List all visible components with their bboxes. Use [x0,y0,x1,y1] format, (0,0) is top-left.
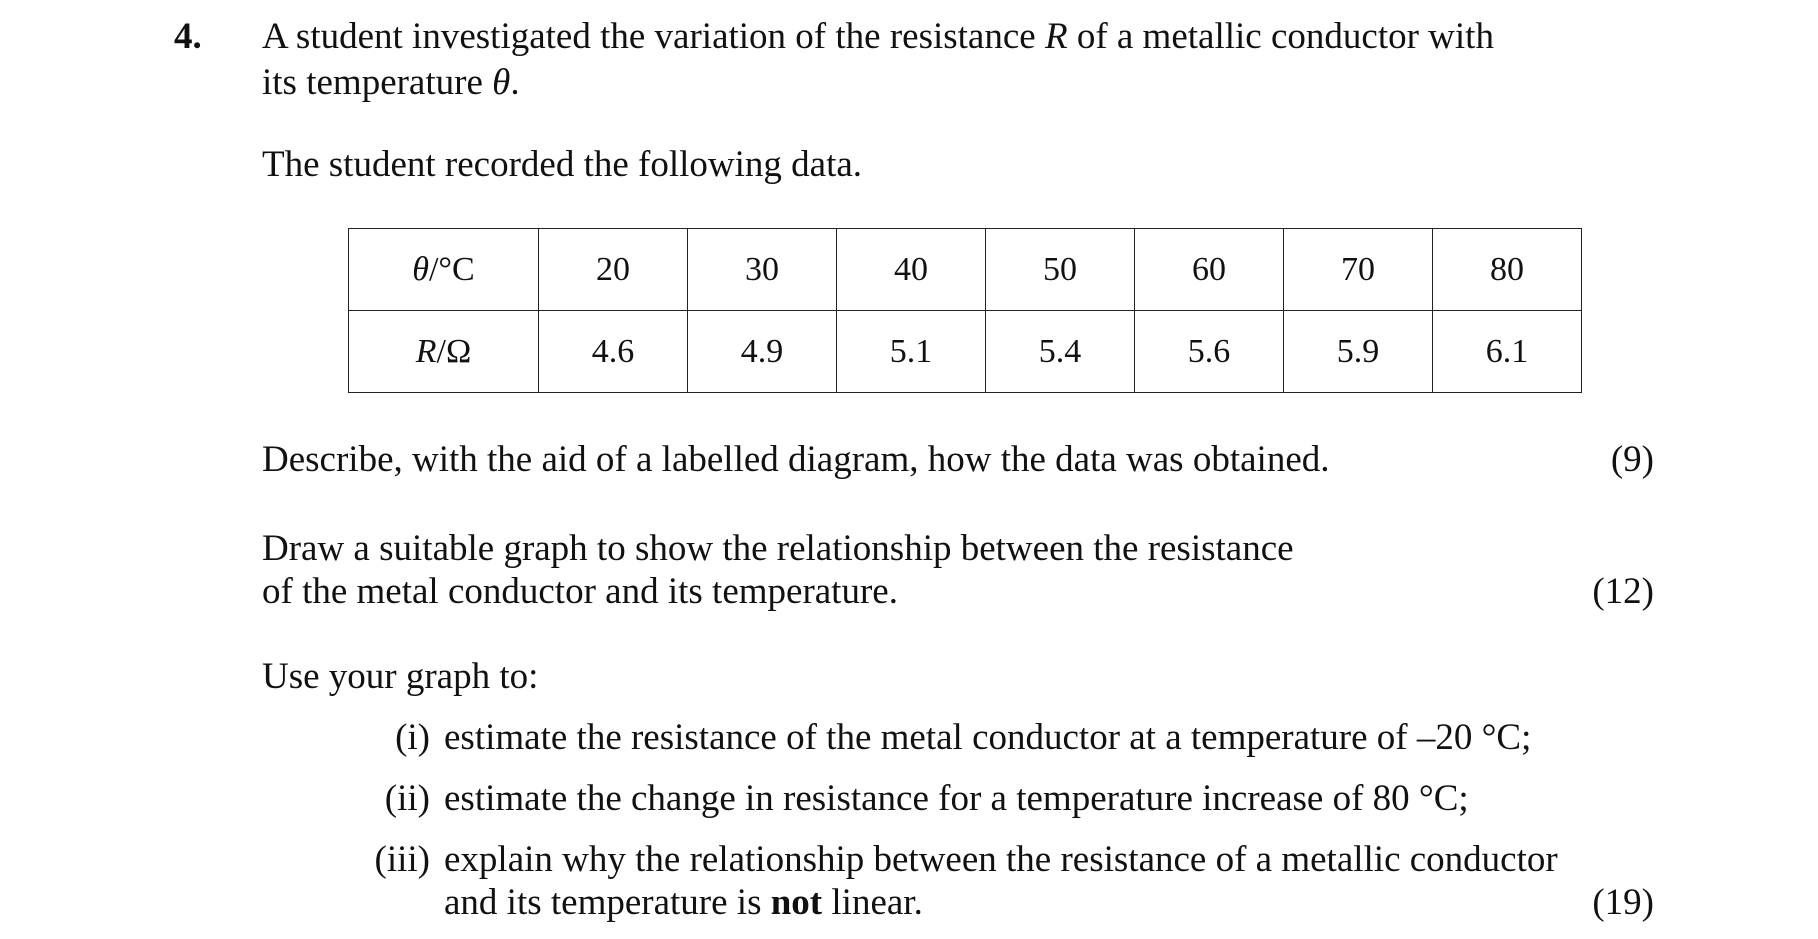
data-table [348,228,1582,393]
table-cell: 70 [1284,229,1433,311]
parts-marks: (19) [1592,882,1654,923]
emphasis-not: not [770,881,823,923]
table-cell: 80 [1433,229,1582,311]
use-graph-text: Use your graph to: [262,656,539,697]
part-iii [348,839,1598,924]
temperature-row-header: θ/°C [349,229,539,311]
part-text: estimate the change in resistance for a temperature increase of 80 °C; [444,778,1469,819]
table-cell: 4.9 [688,311,837,393]
part-label: (iii) [374,839,430,880]
table-cell: 50 [986,229,1135,311]
table-cell: 4.6 [539,311,688,393]
table-cell: 30 [688,229,837,311]
part-label: (i) [395,717,430,758]
table-cell: 5.9 [1284,311,1433,393]
table-cell: 40 [837,229,986,311]
part-text: estimate the resistance of the metal conductor at a temperature of –20 °C; [444,717,1532,758]
question-number: 4. [174,16,202,57]
table-cell: 60 [1135,229,1284,311]
table-cell: 5.6 [1135,311,1284,393]
part-ii [348,778,1598,821]
intro-line-2: its temperature θ. [262,62,520,103]
intro-line-1: A student investigated the variation of the resistance R of a metallic conductor with [262,16,1494,57]
data-intro-text: The student recorded the following data. [262,144,863,185]
question-intro [262,16,1562,108]
resistance-row [349,311,1582,393]
graph-marks: (12) [1592,571,1654,612]
part-label: (ii) [384,778,430,819]
describe-marks: (9) [1610,439,1654,480]
table-cell: 20 [539,229,688,311]
temperature-symbol: θ [492,62,511,103]
part-i [348,717,1598,760]
table-cell: 6.1 [1433,311,1582,393]
graph-task-line-2: of the metal conductor and its temperature. [262,571,898,612]
table-cell: 5.1 [837,311,986,393]
resistance-symbol: R [1044,16,1068,57]
temperature-row [349,229,1582,311]
part-text: explain why the relationship between the resistance of a metallic conductor and its temperature is not linear. [444,839,1558,923]
resistance-row-header: R/Ω [349,311,539,393]
graph-task-line-1: Draw a suitable graph to show the relationship between the resistance [262,528,1294,569]
table-cell: 5.4 [986,311,1135,393]
describe-task: Describe, with the aid of a labelled diagram, how the data was obtained. [262,439,1330,480]
